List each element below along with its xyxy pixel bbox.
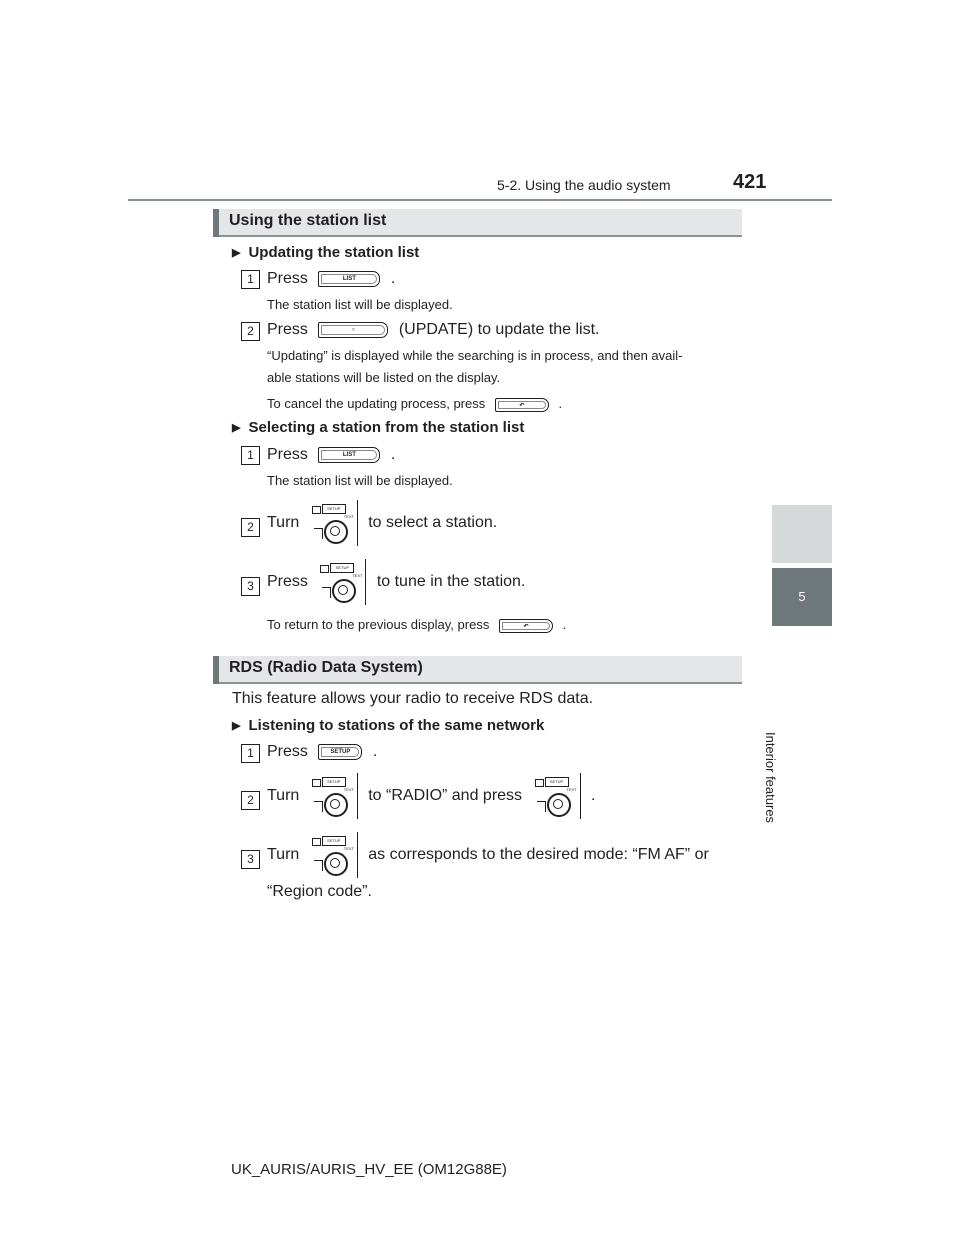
step-note: able stations will be listed on the display.: [267, 370, 501, 385]
section-heading-text: Using the station list: [229, 212, 387, 229]
tune-knob-icon: [318, 559, 366, 605]
step-period: .: [372, 743, 378, 760]
step-text: [267, 832, 742, 878]
header-section-title: 5-2. Using the audio system: [497, 177, 671, 193]
setup-button-label: SETUP: [321, 747, 359, 757]
triangle-bullet-icon: ▶: [232, 720, 241, 732]
step-text: [267, 743, 377, 761]
step-press-text: Press: [267, 573, 308, 591]
step-period: .: [390, 446, 396, 463]
note-text: To return to the previous display, press: [267, 617, 490, 632]
knob-text-label: TEXT: [343, 787, 354, 792]
chapter-tab-number: 5: [772, 568, 832, 626]
knob-text-label: TEXT: [352, 573, 363, 578]
step-rest-text: to select a station.: [368, 514, 498, 532]
subheading-text: Updating the station list: [248, 244, 420, 261]
section-heading-text: RDS (Radio Data System): [229, 659, 423, 676]
list-button-icon: [318, 271, 380, 287]
step-text: [267, 773, 595, 819]
step-rest-text: (UPDATE) to update the list.: [398, 321, 600, 338]
step-press-text: Press: [267, 743, 308, 760]
tune-knob-icon: [533, 773, 581, 819]
tune-knob-icon: [310, 500, 358, 546]
step-period: .: [390, 270, 396, 287]
step-number: 2: [241, 518, 260, 537]
step-turn-text: Turn: [267, 787, 300, 805]
knob-setup-label: SETUP: [322, 836, 346, 846]
chapter-tab-label: [763, 632, 800, 824]
step-number: 2: [241, 322, 260, 341]
step-press-text: Press: [267, 270, 308, 287]
step-number: 1: [241, 744, 260, 763]
triangle-bullet-icon: ▶: [232, 247, 241, 259]
step-period: .: [590, 787, 596, 805]
subheading-listening: [232, 717, 544, 734]
step-mid-text: to “RADIO” and press: [368, 787, 523, 805]
step-text: [267, 559, 525, 605]
step-number: 2: [241, 791, 260, 810]
step-press-text: Press: [267, 446, 308, 463]
knob-setup-label: SETUP: [322, 777, 346, 787]
step-text: [267, 321, 599, 339]
knob-text-label: TEXT: [566, 787, 577, 792]
step-text: [267, 500, 497, 546]
chapter-tab-upper: [772, 505, 832, 563]
step-note: [267, 617, 566, 633]
footer-model-code: UK_AURIS/AURIS_HV_EE (OM12G88E): [231, 1161, 507, 1178]
step-rest-text: as corresponds to the desired mode: “FM AF” or: [368, 846, 709, 864]
step-turn-text: Turn: [267, 514, 300, 532]
step-text: [267, 270, 395, 288]
header-rule: [128, 199, 832, 201]
note-period: .: [558, 396, 563, 411]
section-heading-station-list: [213, 209, 742, 237]
step-rest-text: to tune in the station.: [376, 573, 526, 591]
step-note: [267, 396, 562, 412]
subheading-text: Listening to stations of the same network: [248, 717, 545, 734]
list-button-icon: [318, 447, 380, 463]
step-number: 3: [241, 577, 260, 596]
subheading-selecting: [232, 419, 524, 436]
knob-setup-label: SETUP: [322, 504, 346, 514]
knob-setup-label: SETUP: [330, 563, 354, 573]
note-period: .: [562, 617, 567, 632]
step-number: 1: [241, 270, 260, 289]
tune-knob-icon: [310, 773, 358, 819]
setup-button-icon: [318, 744, 362, 760]
knob-text-label: TEXT: [343, 846, 354, 851]
list-button-label: LIST: [321, 450, 377, 460]
note-text: To cancel the updating process, press: [267, 396, 486, 411]
step-number: 1: [241, 446, 260, 465]
step-number: 3: [241, 850, 260, 869]
subheading-updating: [232, 244, 419, 261]
step-note: “Updating” is displayed while the searching is in process, and then avail-: [267, 348, 683, 363]
triangle-bullet-icon: ▶: [232, 422, 241, 434]
rds-intro: This feature allows your radio to receive RDS data.: [232, 690, 594, 707]
section-heading-rds: [213, 656, 742, 684]
step-continuation: “Region code”.: [267, 883, 372, 900]
chapter-tab-label-text: Interior features: [763, 732, 778, 824]
update-button-mark: ○: [321, 325, 385, 335]
back-arrow-icon: ↶: [498, 401, 546, 409]
knob-setup-label: SETUP: [545, 777, 569, 787]
page-number: 421: [733, 171, 767, 193]
step-press-text: Press: [267, 321, 308, 338]
tune-knob-icon: [310, 832, 358, 878]
subheading-text: Selecting a station from the station list: [248, 419, 525, 436]
update-button-icon: [318, 322, 388, 338]
back-arrow-icon: ↶: [502, 622, 550, 630]
back-button-icon: [495, 398, 549, 412]
knob-text-label: TEXT: [343, 514, 354, 519]
step-note: The station list will be displayed.: [267, 473, 453, 488]
step-note: The station list will be displayed.: [267, 297, 453, 312]
back-button-icon: [499, 619, 553, 633]
list-button-label: LIST: [321, 274, 377, 284]
step-text: [267, 446, 395, 464]
step-turn-text: Turn: [267, 846, 300, 864]
